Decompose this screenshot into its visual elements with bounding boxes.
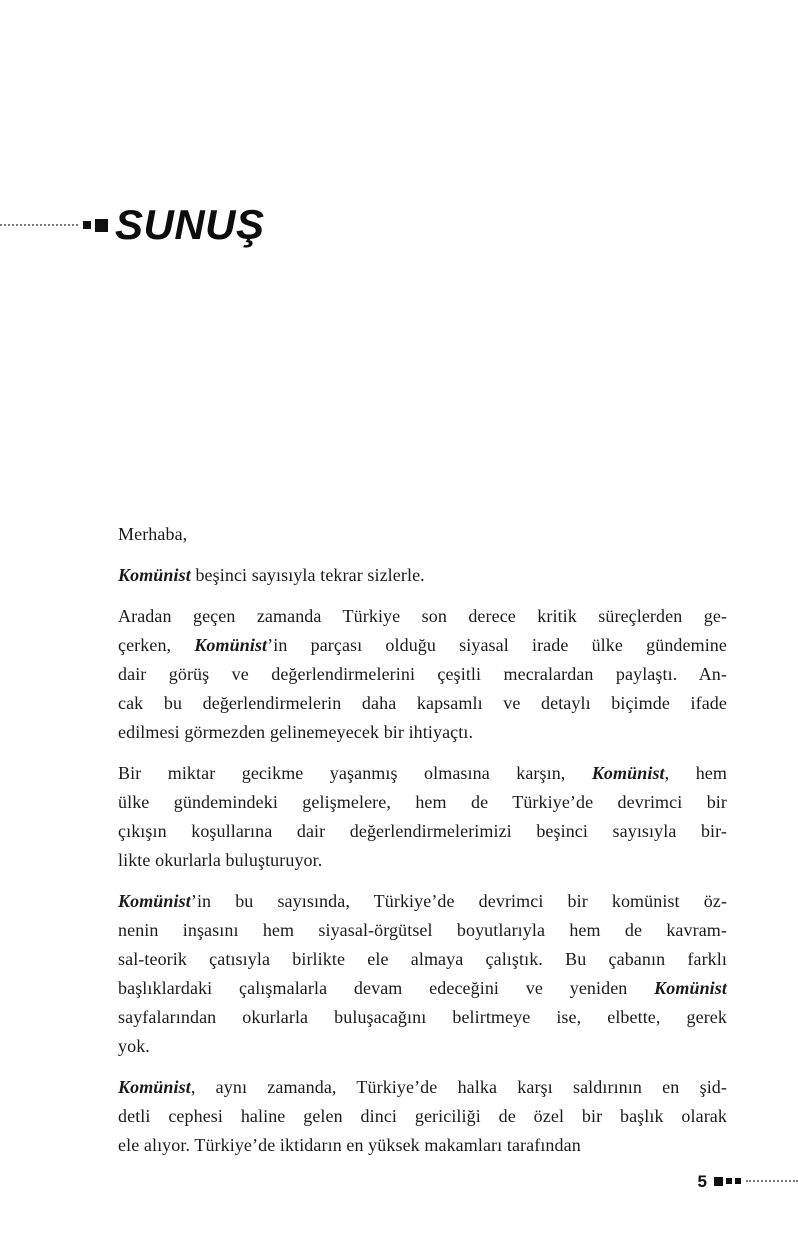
page-number: 5 <box>697 1171 707 1191</box>
text-line <box>118 887 727 916</box>
text-segment: ’in parçası olduğu siyasal irade ülke gündemine <box>267 635 727 655</box>
emphasized-text: Komünist <box>118 565 191 585</box>
text-segment: , aynı zamanda, Türkiye’de halka karşı saldırının en şid- <box>190 1077 727 1097</box>
text-line <box>118 660 727 689</box>
text-segment: çıkışın koşullarına dair değerlendirmelerimizi beşinci sayısıyla bir- <box>118 821 727 841</box>
text-segment: yok. <box>118 1036 150 1056</box>
text-segment: Bir miktar gecikme yaşanmış olmasına karşın, <box>118 763 592 783</box>
square-bullet-icon <box>714 1177 723 1186</box>
text-line <box>118 1131 727 1160</box>
text-segment: çerken, <box>118 635 195 655</box>
emphasized-text: Komünist <box>118 891 191 911</box>
text-line <box>118 689 727 718</box>
section-heading-row <box>0 202 265 248</box>
text-segment: likte okurlarla buluşturuyor. <box>118 850 323 870</box>
text-segment: Aradan geçen zamanda Türkiye son derece kritik süreçlerden ge- <box>118 606 727 626</box>
text-segment: cak bu değerlendirmelerin daha kapsamlı ve detaylı biçimde ifade <box>118 693 727 713</box>
text-line <box>118 561 727 590</box>
text-line <box>118 718 727 747</box>
text-line <box>118 520 727 549</box>
text-segment: dair görüş ve değerlendirmelerini çeşitli mecralardan paylaştı. An- <box>118 664 727 684</box>
square-bullet-icon <box>726 1178 732 1184</box>
emphasized-text: Komünist <box>194 635 268 655</box>
text-line <box>118 1073 727 1102</box>
section-title: SUNUŞ <box>115 201 265 248</box>
paragraph <box>118 887 727 1061</box>
text-segment: sal-teorik çatısıyla birlikte ele almaya çalıştık. Bu çabanın farklı <box>118 949 727 969</box>
dotted-leader-icon <box>746 1180 798 1182</box>
text-line <box>118 1032 727 1061</box>
paragraph <box>118 520 727 549</box>
text-segment: detli cephesi haline gelen dinci gericiliği de özel bir başlık olarak <box>118 1106 727 1126</box>
page-footer <box>697 1171 798 1191</box>
text-line <box>118 817 727 846</box>
square-bullet-icon <box>83 221 91 229</box>
body-text <box>118 520 727 1172</box>
square-bullet-icon <box>735 1178 741 1184</box>
text-segment: sayfalarından okurlarla buluşacağını belirtmeye ise, elbette, gerek <box>118 1007 727 1027</box>
text-segment: ’in bu sayısında, Türkiye’de devrimci bir komünist öz- <box>190 891 727 911</box>
paragraph <box>118 602 727 747</box>
text-segment: ülke gündemindeki gelişmelere, hem de Türkiye’de devrimci bir <box>118 792 727 812</box>
emphasized-text: Komünist <box>591 763 665 783</box>
text-segment: edilmesi görmezden gelinemeyecek bir ihtiyaçtı. <box>118 722 474 742</box>
text-line <box>118 602 727 631</box>
square-bullet-icon <box>95 219 108 232</box>
emphasized-text: Komünist <box>654 978 727 998</box>
paragraph <box>118 1073 727 1160</box>
paragraph <box>118 561 727 590</box>
text-segment: başlıklardaki çalışmalarla devam edeceğini ve yeniden <box>118 978 655 998</box>
text-line <box>118 846 727 875</box>
text-line <box>118 631 727 660</box>
text-segment: ele alıyor. Türkiye’de iktidarın en yüksek makamları tarafından <box>118 1135 581 1155</box>
paragraph <box>118 759 727 875</box>
text-line <box>118 1102 727 1131</box>
text-line <box>118 788 727 817</box>
dotted-leader-icon <box>0 224 78 226</box>
text-line <box>118 759 727 788</box>
text-line <box>118 945 727 974</box>
text-line <box>118 916 727 945</box>
text-line <box>118 974 727 1003</box>
text-segment: , hem <box>664 763 727 783</box>
text-line <box>118 1003 727 1032</box>
text-segment: beşinci sayısıyla tekrar sizlerle. <box>190 565 425 585</box>
text-segment: Merhaba, <box>118 524 188 544</box>
text-segment: nenin inşasını hem siyasal-örgütsel boyutlarıyla hem de kavram- <box>118 920 727 940</box>
emphasized-text: Komünist <box>118 1077 191 1097</box>
